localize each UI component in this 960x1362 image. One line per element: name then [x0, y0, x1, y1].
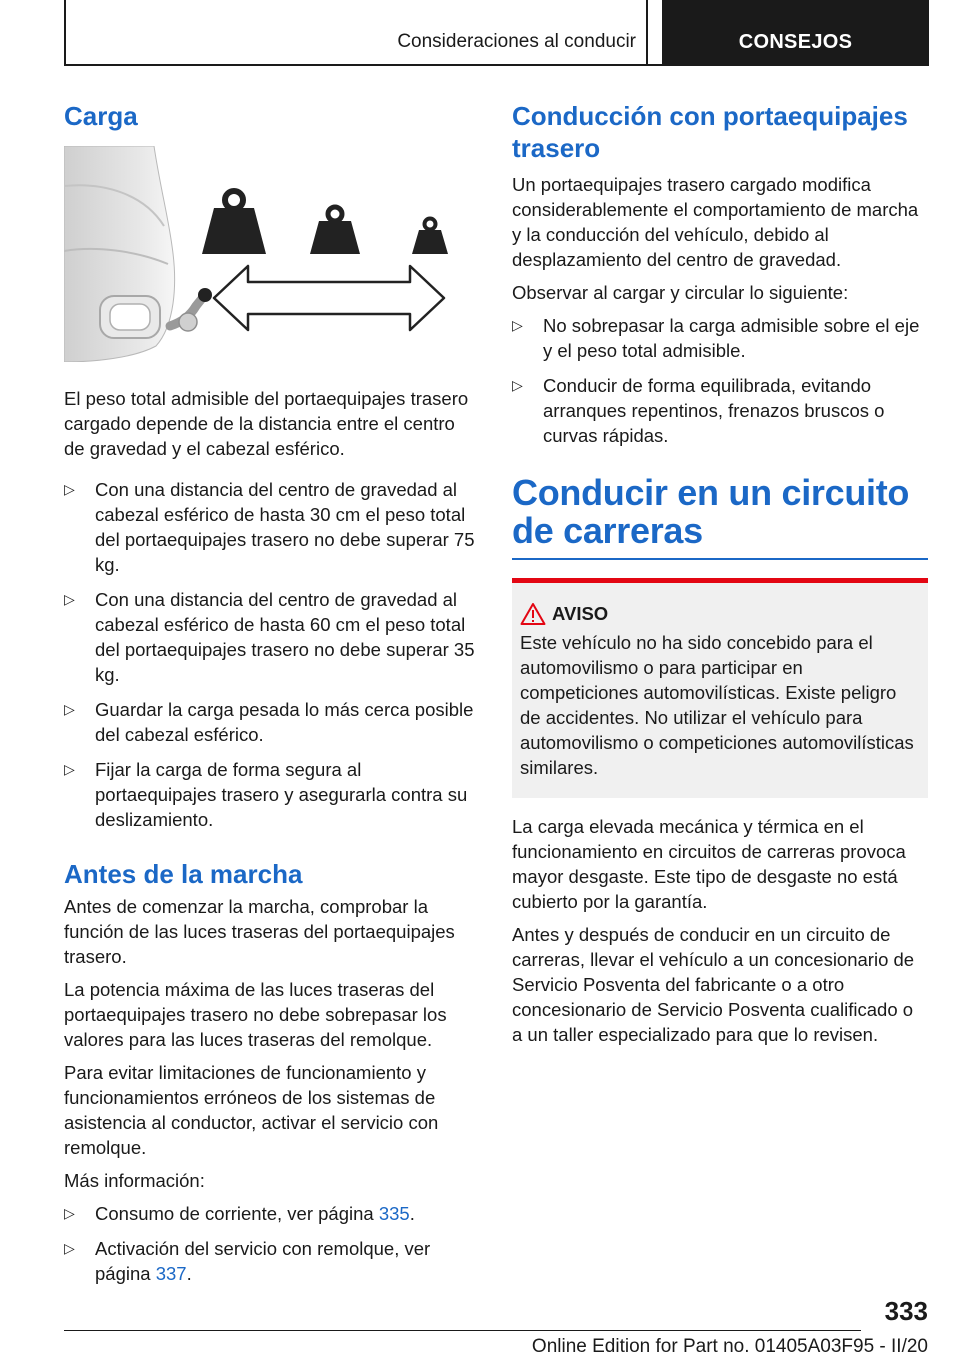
warning-box [512, 578, 928, 798]
triangle-bullet-icon: ▷ [512, 377, 523, 393]
carga-list [64, 477, 480, 832]
warning-text: Este vehículo no ha sido concebido para el automovilismo o para participar en competiciones automovilísticas. Existe peligro de accidentes. No utilizar el vehículo para automovilismo o competiciones automovilísticas similares. [520, 632, 914, 778]
circuito-paragraph-2: Antes y después de conducir en un circuito de carreras, llevar el vehículo a un concesionario de Servicio Posventa del fabricante o a otro concesionario de Servicio Posventa cualificado o a un taller especializado para que lo revisen. [512, 924, 915, 1045]
triangle-bullet-icon: ▷ [512, 317, 523, 333]
page-number: 333 [884, 1296, 928, 1326]
list-item: ▷ Con una distancia del centro de gravedad al cabezal esférico de hasta 30 cm el peso total del portaequipajes trasero no debe superar 75 kg. [64, 479, 475, 575]
list-item: ▷ Conducir de forma equilibrada, evitando arranques repentinos, frenazos bruscos o curvas rápidas. [512, 375, 885, 446]
list-item: ▷ Activación del servicio con remolque, ver página 337. [64, 1238, 431, 1284]
triangle-bullet-icon: ▷ [64, 701, 75, 717]
antes-paragraph-3: Para evitar limitaciones de funcionamiento y funcionamientos erróneos de los sistemas de asistencia al conductor, activar el servicio con remolque. [64, 1062, 439, 1158]
triangle-bullet-icon: ▷ [64, 761, 75, 777]
list-item: ▷ Con una distancia del centro de gravedad al cabezal esférico de hasta 60 cm el peso total del portaequipajes trasero no debe superar 35 kg. [64, 589, 475, 685]
triangle-bullet-icon: ▷ [64, 1240, 75, 1256]
antes-paragraph-1: Antes de comenzar la marcha, comprobar la función de las luces traseras del portaequipajes trasero. [64, 896, 455, 967]
carga-intro-text: El peso total admisible del portaequipajes trasero cargado depende de la distancia entre el centro de gravedad y el cabezal esférico. [64, 388, 469, 459]
list-item: ▷ No sobrepasar la carga admisible sobre el eje y el peso total admisible. [512, 315, 920, 361]
left-column [64, 100, 480, 1296]
circuito-paragraph-1: La carga elevada mecánica y térmica en el funcionamiento en circuitos de carreras provoca mayor desgaste. Este tipo de desgaste no está cubierto por la garantía. [512, 816, 906, 912]
page-link-337[interactable]: 337 [155, 1263, 187, 1284]
carga-illustration [64, 146, 480, 362]
triangle-bullet-icon: ▷ [64, 591, 75, 607]
triangle-bullet-icon: ▷ [64, 1205, 75, 1221]
warning-header [520, 601, 920, 626]
antes-paragraph-2: La potencia máxima de las luces traseras del portaequipajes trasero no debe sobrepasar los valores para las luces traseras del remolque. [64, 979, 447, 1050]
conduccion-list [512, 313, 928, 448]
footer-rule [64, 1330, 861, 1331]
conduccion-paragraph-2: Observar al cargar y circular lo siguiente: [512, 282, 849, 303]
references-list [64, 1201, 480, 1286]
hitch-weights-illustration [64, 146, 480, 362]
list-item: ▷ Consumo de corriente, ver página 335. [64, 1203, 415, 1224]
antes-heading: Antes de la marcha [64, 859, 303, 889]
header-section-title: Consideraciones al conducir [64, 0, 648, 64]
list-item: ▷ Fijar la carga de forma segura al portaequipajes trasero y asegurarla contra su deslizamiento. [64, 759, 468, 830]
conduccion-paragraph-1: Un portaequipajes trasero cargado modifica considerablemente el comportamiento de marcha y la conducción del vehículo, debido al desplazamiento del centro de gravedad. [512, 174, 919, 270]
heading-rule [512, 558, 928, 560]
circuito-heading: Conducir en un circuito de carreras [512, 472, 910, 551]
list-item: ▷ Guardar la carga pesada lo más cerca posible del cabezal esférico. [64, 699, 474, 745]
mas-informacion-label: Más información: [64, 1170, 205, 1191]
header-chapter-tab: CONSEJOS [662, 0, 929, 66]
triangle-bullet-icon: ▷ [64, 481, 75, 497]
warning-title: AVISO [552, 603, 609, 624]
warning-triangle-icon [520, 602, 546, 626]
page-link-335[interactable]: 335 [378, 1203, 410, 1224]
conduccion-heading: Conducción con portaequipajes trasero [512, 101, 908, 163]
carga-heading: Carga [64, 101, 138, 131]
header-rule [64, 64, 929, 66]
footer-edition-text: Online Edition for Part no. 01405A03F95 - II/20 [531, 1336, 928, 1357]
right-column [512, 100, 928, 1047]
